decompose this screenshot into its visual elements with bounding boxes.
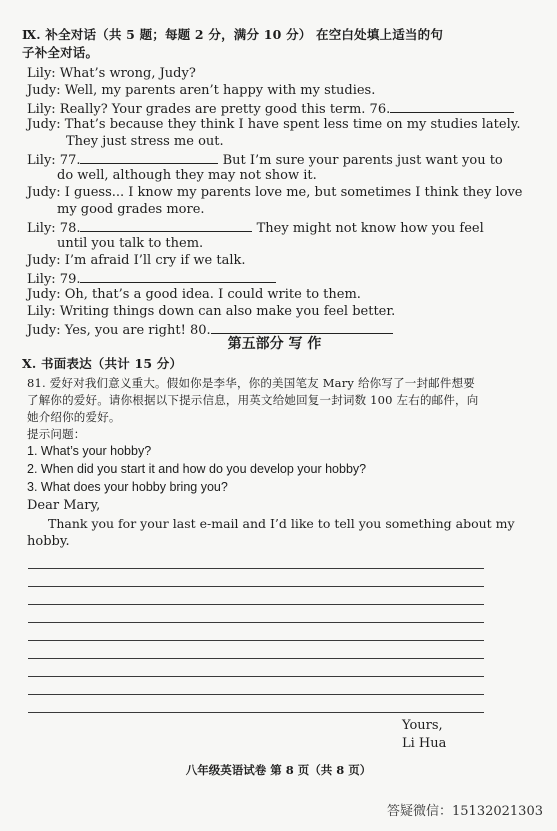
dialogue-line	[27, 151, 503, 169]
dialogue-text: Lily: 79.	[27, 272, 81, 287]
dialogue-line	[27, 270, 276, 288]
dialogue-text: Lily: 78.	[27, 221, 81, 236]
writing-line[interactable]	[28, 676, 484, 677]
dialogue-line: Lily: What’s wrong, Judy?	[27, 66, 196, 81]
dialogue-text: They might not know how you feel	[256, 221, 484, 236]
letter-closing: Yours,	[402, 718, 443, 733]
dialogue-text: Lily: 77.	[27, 153, 81, 168]
dialogue-line: They just stress me out.	[66, 134, 224, 149]
writing-line[interactable]	[28, 694, 484, 695]
letter-signature: Li Hua	[402, 736, 447, 751]
dialogue-text: Lily: Really? Your grades are pretty good this term. 76.	[27, 102, 391, 117]
answer-blank-78[interactable]	[80, 219, 252, 232]
dialogue-line: Judy: I’m afraid I’ll cry if we talk.	[27, 253, 246, 268]
dialogue-line	[27, 100, 514, 118]
dialogue-line: do well, although they may not show it.	[57, 168, 317, 183]
section-10-title: Ⅹ. 书面表达（共计 15 分）	[22, 356, 183, 371]
hint-question: 3. What does your hobby bring you?	[27, 480, 228, 494]
dialogue-line: Judy: Well, my parents aren’t happy with my studies.	[27, 83, 376, 98]
part-5-title: 第五部分 写 作	[227, 336, 322, 352]
hint-question: 1. What’s your hobby?	[27, 444, 152, 458]
contact-watermark: 答疑微信：15132021303	[387, 804, 543, 819]
writing-line[interactable]	[28, 568, 484, 569]
dialogue-line: until you talk to them.	[57, 236, 204, 251]
dialogue-line	[27, 219, 484, 237]
writing-line[interactable]	[28, 658, 484, 659]
writing-prompt: 了解你的爱好。请你根据以下提示信息，用英文给她回复一封词数 100 左右的邮件，向	[27, 393, 479, 407]
page-footer: 八年级英语试卷 第 8 页（共 8 页）	[185, 763, 372, 777]
dialogue-text: But I’m sure your parents just want you to	[222, 153, 503, 168]
dialogue-line: my good grades more.	[57, 202, 205, 217]
writing-line[interactable]	[28, 712, 484, 713]
answer-blank-80[interactable]	[211, 321, 393, 334]
writing-line[interactable]	[28, 586, 484, 587]
writing-prompt: 她介绍你的爱好。	[27, 410, 121, 424]
letter-salutation: Dear Mary,	[27, 498, 101, 513]
answer-blank-79[interactable]	[80, 270, 276, 283]
section-9-title-cont: 子补全对话。	[22, 45, 99, 60]
letter-body: hobby.	[27, 534, 70, 549]
dialogue-text: Judy: Yes, you are right! 80.	[27, 323, 211, 338]
writing-prompt: 81. 爱好对我们意义重大。假如你是李华，你的美国笔友 Mary 给你写了一封邮件想要	[27, 376, 475, 390]
writing-line[interactable]	[28, 640, 484, 641]
answer-blank-77[interactable]	[80, 151, 218, 164]
section-9-title: Ⅸ. 补全对话（共 5 题；每题 2 分，满分 10 分） 在空白处填上适当的句	[22, 27, 444, 42]
answer-blank-76[interactable]	[390, 100, 514, 113]
dialogue-line: Lily: Writing things down can also make you feel better.	[27, 304, 396, 319]
hint-question: 2. When did you start it and how do you develop your hobby?	[27, 462, 367, 476]
dialogue-line: Judy: Oh, that’s a good idea. I could write to them.	[27, 287, 361, 302]
letter-body: Thank you for your last e-mail and I’d like to tell you something about my	[48, 516, 515, 531]
dialogue-line: Judy: That’s because they think I have spent less time on my studies lately.	[27, 117, 521, 132]
writing-line[interactable]	[28, 604, 484, 605]
dialogue-line: Judy: I guess... I know my parents love me, but sometimes I think they love	[27, 185, 523, 200]
writing-line[interactable]	[28, 622, 484, 623]
hint-label: 提示问题：	[27, 427, 86, 441]
